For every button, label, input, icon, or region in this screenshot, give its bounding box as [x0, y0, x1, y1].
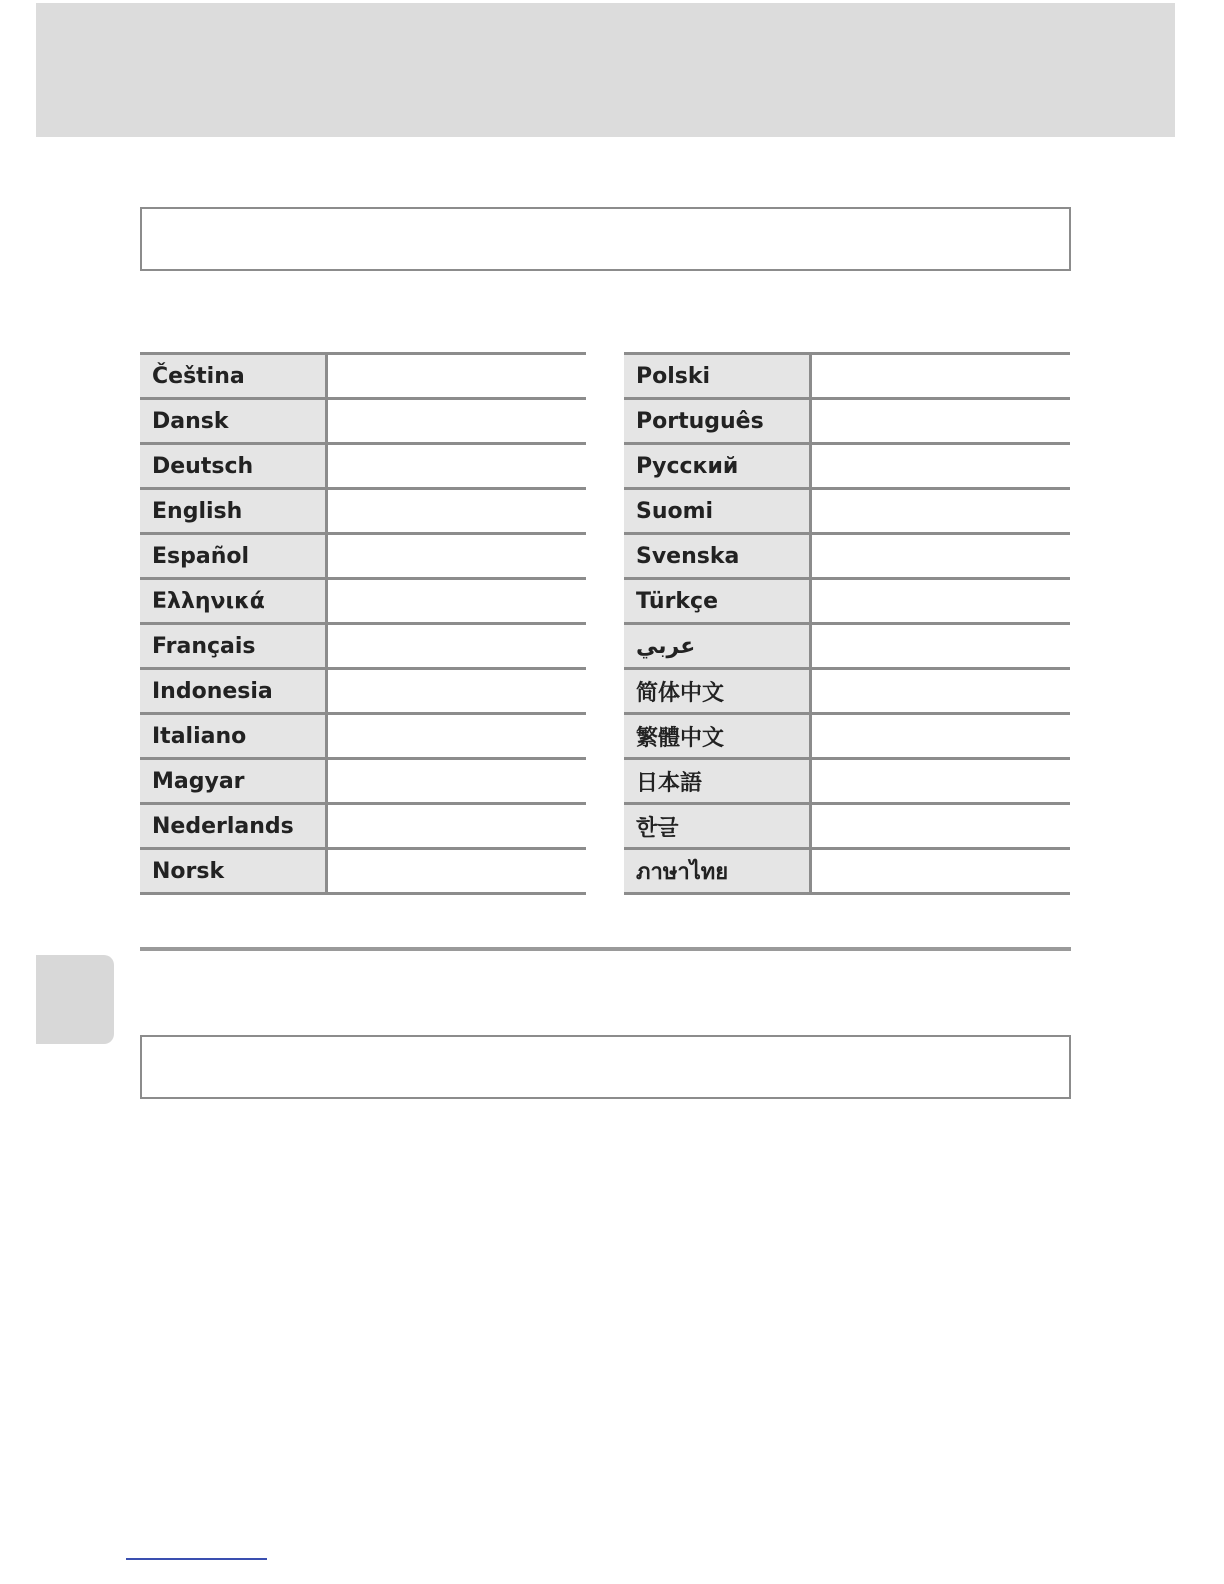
language-row — [140, 580, 586, 625]
language-name: ภาษาไทย — [624, 850, 812, 892]
language-name: Ελληνικά — [140, 580, 328, 622]
language-value-cell — [812, 805, 1070, 847]
language-row — [624, 850, 1070, 895]
language-value-cell — [328, 400, 586, 442]
language-name: Magyar — [140, 760, 328, 802]
language-name: 한글 — [624, 805, 812, 847]
language-name: Español — [140, 535, 328, 577]
language-row — [140, 670, 586, 715]
language-name: 日本語 — [624, 760, 812, 802]
language-row — [140, 355, 586, 400]
language-table-right — [624, 352, 1070, 895]
language-name: English — [140, 490, 328, 532]
language-value-cell — [328, 355, 586, 397]
language-name: Indonesia — [140, 670, 328, 712]
language-value-cell — [812, 400, 1070, 442]
language-value-cell — [328, 535, 586, 577]
language-row — [624, 580, 1070, 625]
bottom-note-box — [140, 1035, 1071, 1099]
section-divider — [140, 947, 1071, 951]
language-name: Suomi — [624, 490, 812, 532]
language-name: Italiano — [140, 715, 328, 757]
language-value-cell — [328, 760, 586, 802]
language-value-cell — [328, 490, 586, 532]
language-row — [140, 760, 586, 805]
language-value-cell — [328, 850, 586, 892]
language-row — [140, 490, 586, 535]
language-value-cell — [812, 670, 1070, 712]
language-name: Dansk — [140, 400, 328, 442]
language-row — [140, 535, 586, 580]
language-row — [140, 625, 586, 670]
language-row — [140, 445, 586, 490]
language-row — [140, 715, 586, 760]
language-name: Čeština — [140, 355, 328, 397]
language-row — [624, 625, 1070, 670]
language-row — [624, 400, 1070, 445]
language-row — [140, 805, 586, 850]
language-value-cell — [328, 805, 586, 847]
language-value-cell — [328, 580, 586, 622]
language-name: 简体中文 — [624, 670, 812, 712]
top-note-box — [140, 207, 1071, 271]
language-value-cell — [812, 580, 1070, 622]
language-row — [140, 400, 586, 445]
language-name: Português — [624, 400, 812, 442]
language-row — [624, 670, 1070, 715]
language-value-cell — [328, 625, 586, 667]
language-value-cell — [812, 445, 1070, 487]
language-row — [624, 490, 1070, 535]
language-row — [624, 445, 1070, 490]
language-name: 繁體中文 — [624, 715, 812, 757]
language-row — [624, 715, 1070, 760]
language-row — [624, 355, 1070, 400]
language-value-cell — [812, 490, 1070, 532]
side-tab — [36, 955, 114, 1044]
language-name: Polski — [624, 355, 812, 397]
language-value-cell — [812, 355, 1070, 397]
language-row — [624, 535, 1070, 580]
language-name: Nederlands — [140, 805, 328, 847]
language-name: Türkçe — [624, 580, 812, 622]
language-value-cell — [328, 445, 586, 487]
language-name: Русский — [624, 445, 812, 487]
language-name: Français — [140, 625, 328, 667]
language-value-cell — [328, 670, 586, 712]
language-row — [624, 760, 1070, 805]
footer-link-underline — [126, 1558, 267, 1560]
language-row — [140, 850, 586, 895]
language-value-cell — [812, 760, 1070, 802]
language-value-cell — [812, 850, 1070, 892]
language-name: Deutsch — [140, 445, 328, 487]
language-table-left — [140, 352, 586, 895]
header-band — [36, 3, 1175, 137]
language-name: عربي — [624, 625, 812, 667]
language-value-cell — [812, 535, 1070, 577]
language-value-cell — [328, 715, 586, 757]
language-row — [624, 805, 1070, 850]
language-value-cell — [812, 625, 1070, 667]
language-name: Norsk — [140, 850, 328, 892]
language-name: Svenska — [624, 535, 812, 577]
language-value-cell — [812, 715, 1070, 757]
